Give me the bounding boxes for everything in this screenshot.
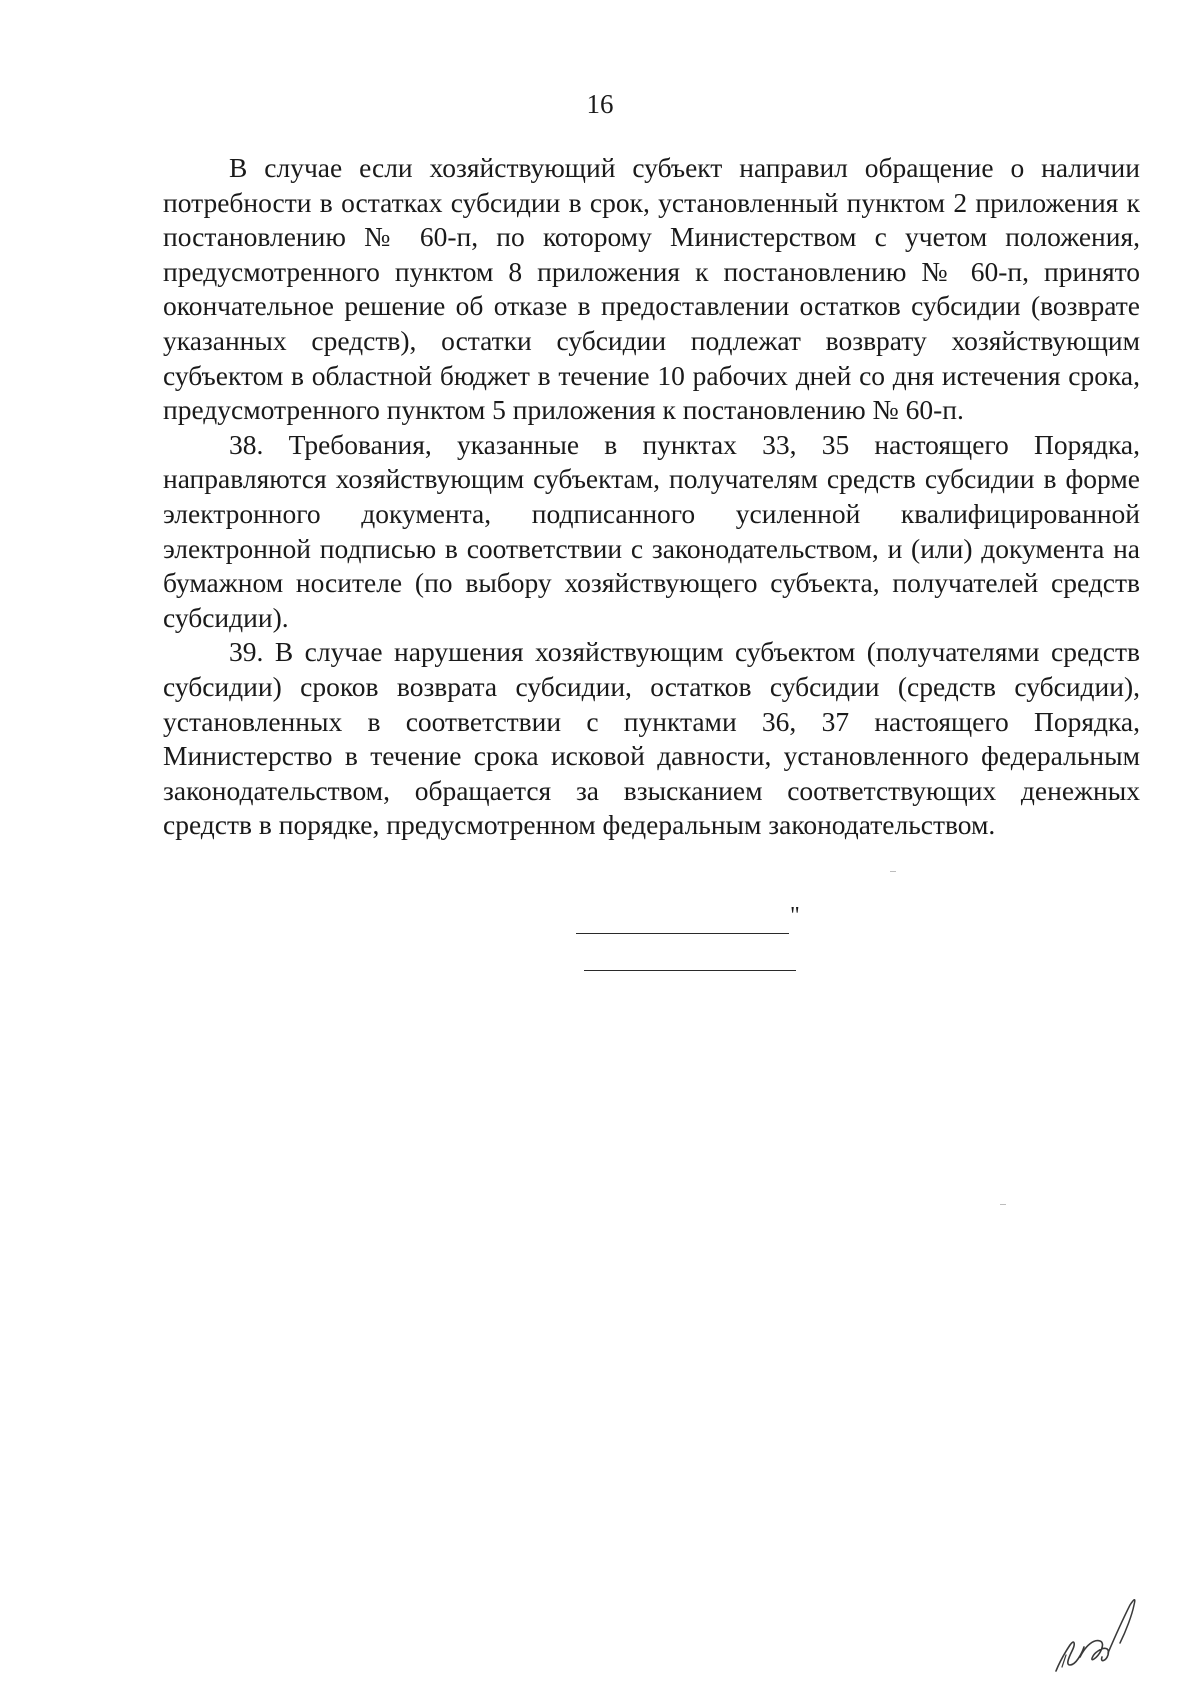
scan-speck [890,871,896,872]
page-number: 16 [586,89,614,119]
paragraph-39: 39. В случае нарушения хозяйствующим субъектом (получателями средств субсидии) сроков возврата субсидии, остатков субсидии (средств субсидии), установленных в соответствии с пунктами 36, 37 настоящего Порядка, Министерство в течение срока исковой давности, установленного федеральным законодательством, обращается за взысканием соответствующих денежных средств в порядке, предусмотренном федеральным законодательством. [163,636,1140,841]
paragraph-38: 38. Требования, указанные в пунктах 33, 35 настоящего Порядка, направляются хозяйствующим субъектам, получателям средств субсидии в форме электронного документа, подписанного усиленной квалифицированной электронной подписью в соответствии с законодательством, и (или) документа на бумажном носителе (по выбору хозяйствующего субъекта, получателей средств субсидии). [163,428,1140,633]
closing-rule-lower [584,970,796,971]
handwritten-signature [1050,1595,1142,1675]
scan-speck [1000,1204,1006,1205]
closing-quote-mark: " [790,903,800,929]
paragraph-continuation: В случае если хозяйствующий субъект направил обращение о наличии потребности в остатках субсидии в срок, установленный пунктом 2 приложения к постановлению № 60-п, по которому Министерством с учетом положения, предусмотренного пунктом 8 приложения к постановлению № 60-п, принято окончательное решение об отказе в предоставлении остатков субсидии (возврате указанных средств), остатки субсидии подлежат возврату хозяйствующим субъектом в областной бюджет в течение 10 рабочих дней со дня истечения срока, предусмотренного пунктом 5 приложения к постановлению № 60-п. [163,152,1140,426]
document-body [163,151,1140,843]
closing-rule-upper [576,933,789,934]
